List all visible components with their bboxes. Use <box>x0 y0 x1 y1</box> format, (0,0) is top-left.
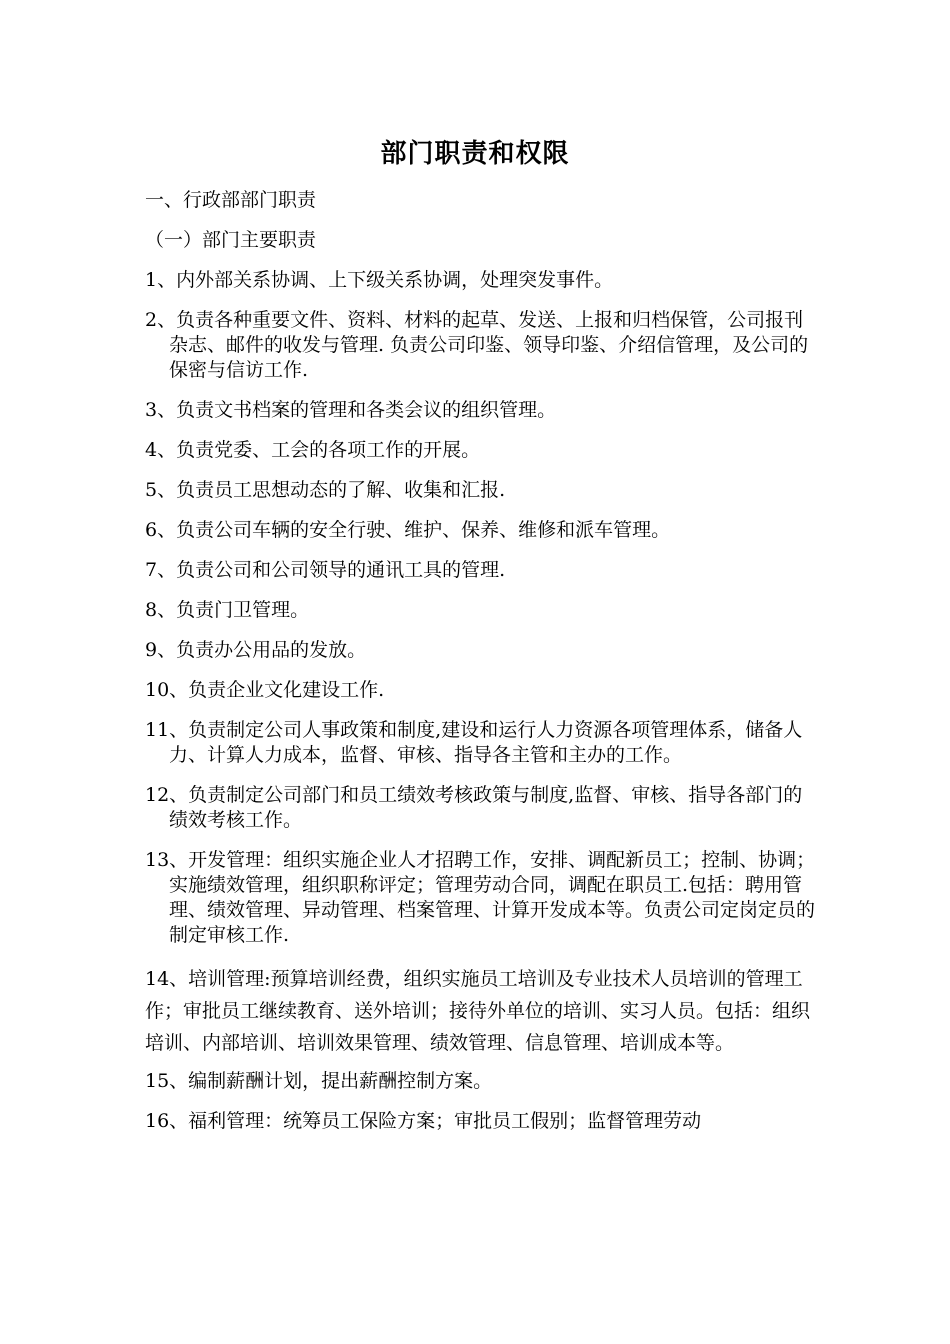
list-item: 11、负责制定公司人事政策和制度,建设和运行人力资源各项管理体系，储备人力、计算人力成本，监督、审核、指导各主管和主办的工作。 <box>145 719 803 766</box>
subsection-heading: （一）部门主要职责 <box>145 229 317 251</box>
list-item: 13、开发管理：组织实施企业人才招聘工作，安排、调配新员工；控制、协调；实施绩效管理，组织职称评定；管理劳动合同，调配在职员工.包括：聘用管理、绩效管理、异动管理、档案管理、计算开发成本等。负责公司定岗定员的制定审核工作. <box>145 849 816 946</box>
list-item: 12、负责制定公司部门和员工绩效考核政策与制度,监督、审核、指导各部门的绩效考核工作。 <box>145 784 803 831</box>
section-heading: 一、行政部部门职责 <box>145 189 317 211</box>
list-item: 4、负责党委、工会的各项工作的开展。 <box>145 439 481 461</box>
list-item: 6、负责公司车辆的安全行驶、维护、保养、维修和派车管理。 <box>145 519 671 541</box>
document-body <box>145 188 820 1149</box>
list-item: 5、负责员工思想动态的了解、收集和汇报. <box>145 479 506 501</box>
list-item: 9、负责办公用品的发放。 <box>145 639 367 661</box>
list-item: 15、编制薪酬计划，提出薪酬控制方案。 <box>145 1070 493 1092</box>
list-item: 1、内外部关系协调、上下级关系协调，处理突发事件。 <box>145 269 614 291</box>
list-item: 10、负责企业文化建设工作. <box>145 679 385 701</box>
list-item: 2、负责各种重要文件、资料、材料的起草、发送、上报和归档保管，公司报刊杂志、邮件的收发与管理. 负责公司印鉴、领导印鉴、介绍信管理，及公司的保密与信访工作. <box>145 309 809 381</box>
list-item: 7、负责公司和公司领导的通讯工具的管理. <box>145 559 506 581</box>
page-title: 部门职责和权限 <box>380 139 570 169</box>
list-item: 14、培训管理:预算培训经费，组织实施员工培训及专业技术人员培训的管理工作；审批员工继续教育、送外培训；接待外单位的培训、实习人员。包括：组织培训、内部培训、培训效果管理、绩效管理、信息管理、培训成本等。 <box>145 968 811 1054</box>
list-item: 8、负责门卫管理。 <box>145 599 310 621</box>
list-item: 16、福利管理：统筹员工保险方案；审批员工假别；监督管理劳动 <box>145 1110 702 1132</box>
list-item: 3、负责文书档案的管理和各类会议的组织管理。 <box>145 399 557 421</box>
